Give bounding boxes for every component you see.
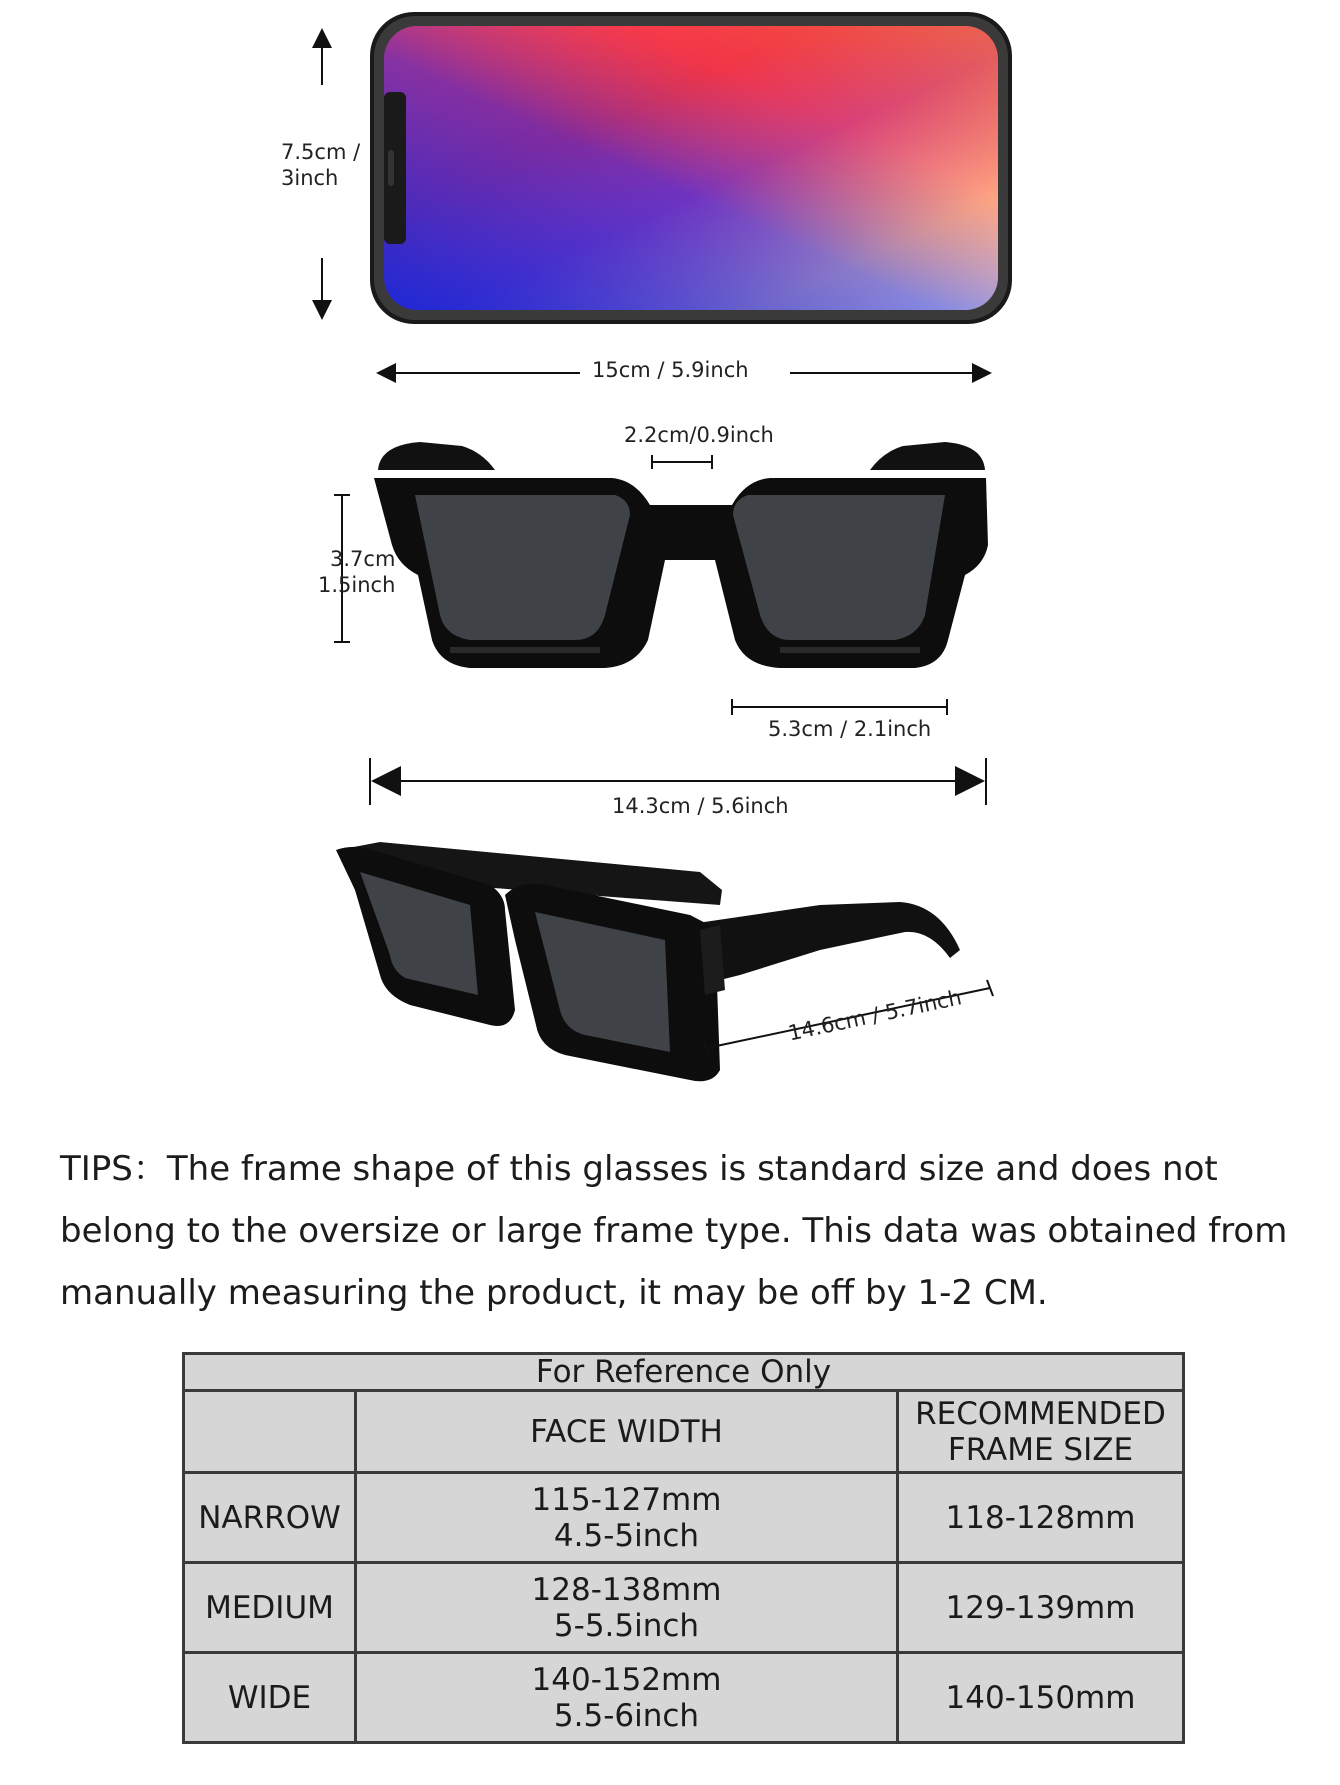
row-label: WIDE — [184, 1653, 356, 1743]
bridge-width-label: 2.2cm/0.9inch — [624, 423, 774, 447]
face-width-cell: 115-127mm 4.5-5inch — [356, 1473, 898, 1563]
glasses-front-illustration — [374, 442, 988, 668]
lens-height-label: 3.7cm 1.5inch — [318, 547, 396, 597]
size-reference-table — [182, 1352, 1185, 1744]
frame-width-label: 14.3cm / 5.6inch — [612, 794, 789, 818]
phone-height-label: 7.5cm / 3inch — [281, 140, 361, 190]
lens-width-label: 5.3cm / 2.1inch — [768, 717, 932, 741]
glasses-side-illustration — [336, 842, 960, 1081]
frame-size-cell: 118-128mm — [898, 1473, 1184, 1563]
table-caption-row — [184, 1354, 1184, 1391]
bridge-width-marker — [652, 455, 712, 469]
table-row — [184, 1653, 1184, 1743]
table-caption: For Reference Only — [184, 1354, 1184, 1391]
face-width-cell: 140-152mm 5.5-6inch — [356, 1653, 898, 1743]
header-face-width: FACE WIDTH — [356, 1391, 898, 1473]
row-label: NARROW — [184, 1473, 356, 1563]
table-row — [184, 1563, 1184, 1653]
table-header-row — [184, 1391, 1184, 1473]
tips-paragraph: TIPS：The frame shape of this glasses is standard size and does not belong to the oversize or large frame type. This data was obtained from manually measuring the product, it may be off by 1-2 CM. — [60, 1149, 1288, 1313]
face-width-cell: 128-138mm 5-5.5inch — [356, 1563, 898, 1653]
frame-size-cell: 129-139mm — [898, 1563, 1184, 1653]
frame-size-cell: 140-150mm — [898, 1653, 1184, 1743]
phone-illustration — [370, 12, 1012, 324]
phone-width-label: 15cm / 5.9inch — [592, 358, 749, 382]
header-empty — [184, 1391, 356, 1473]
temple-length-label: 14.6cm / 5.7inch — [786, 985, 964, 1046]
lens-width-marker — [732, 699, 947, 715]
row-label: MEDIUM — [184, 1563, 356, 1653]
table-row — [184, 1473, 1184, 1563]
header-recommended-frame-size: RECOMMENDED FRAME SIZE — [898, 1391, 1184, 1473]
